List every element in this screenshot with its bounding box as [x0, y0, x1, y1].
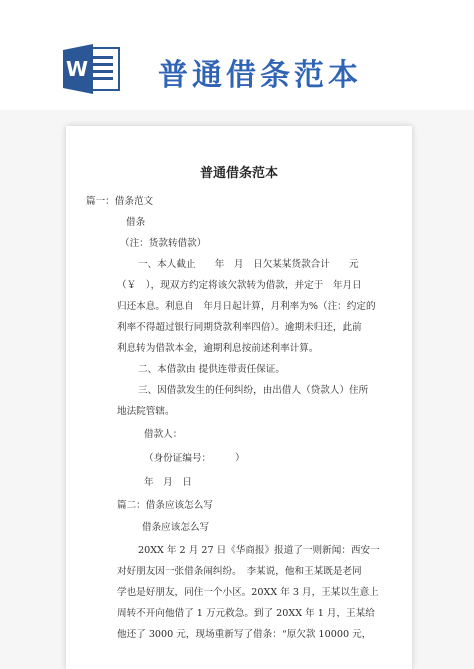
section-heading: 篇二：借条应该怎么写 [117, 500, 213, 511]
text-line: 利率不得超过银行同期贷款利率四倍）。逾期未归还，此前 [117, 322, 362, 333]
text-line: 二、本借款由 提供连带责任保证。 [138, 364, 285, 375]
text-line: 年 月 日 [144, 477, 192, 488]
text-line: 借款人： [144, 429, 183, 440]
text-line: （注：货款转借款） [120, 238, 207, 249]
text-line: 利息转为借款本金，逾期利息按前述利率计算。 [117, 343, 319, 354]
word-document-icon [63, 44, 121, 94]
text-line: 归还本息。利息自 年月日起计算，月利率为%（注：约定的 [117, 301, 376, 312]
banner-title: 普通借条范本 [158, 58, 362, 93]
text-line: （身份证编号： ） [144, 453, 245, 464]
document-title: 普通借条范本 [199, 166, 278, 181]
text-line: 一、本人截止 年 月 日欠某某货款合计 元 [138, 259, 359, 270]
text-line: 三、因借款发生的任何纠纷，由出借人（贷款人）住所 [138, 385, 369, 396]
text-line: 他还了 3000 元，现场重新写了借条：“原欠款 10000 元， [117, 629, 372, 640]
text-line: 20XX 年 2 月 27 日《华商报》报道了一则新闻：西安一 [138, 545, 380, 556]
banner [0, 0, 474, 110]
word-icon-letter: W [65, 57, 89, 81]
text-line: 学也是好朋友，同住一个小区。20XX 年 3 月，王某以生意上 [117, 587, 379, 598]
text-line: 地法院管辖。 [117, 406, 175, 417]
document-page [66, 126, 412, 669]
text-line: 对好朋友因一张借条闹纠纷。 李某说，他和王某既是老同 [117, 566, 362, 577]
text-line: 借条应该怎么写 [142, 522, 210, 533]
section-heading: 篇一：借条范文 [86, 196, 154, 207]
text-line: （￥ ），现双方约定将该欠款转为借款，并定于 年月日 [117, 280, 362, 291]
text-line: 周转不开向他借了 1 万元救急。到了 20XX 年 1 月，王某给 [117, 608, 375, 619]
text-line: 借条 [126, 217, 146, 228]
